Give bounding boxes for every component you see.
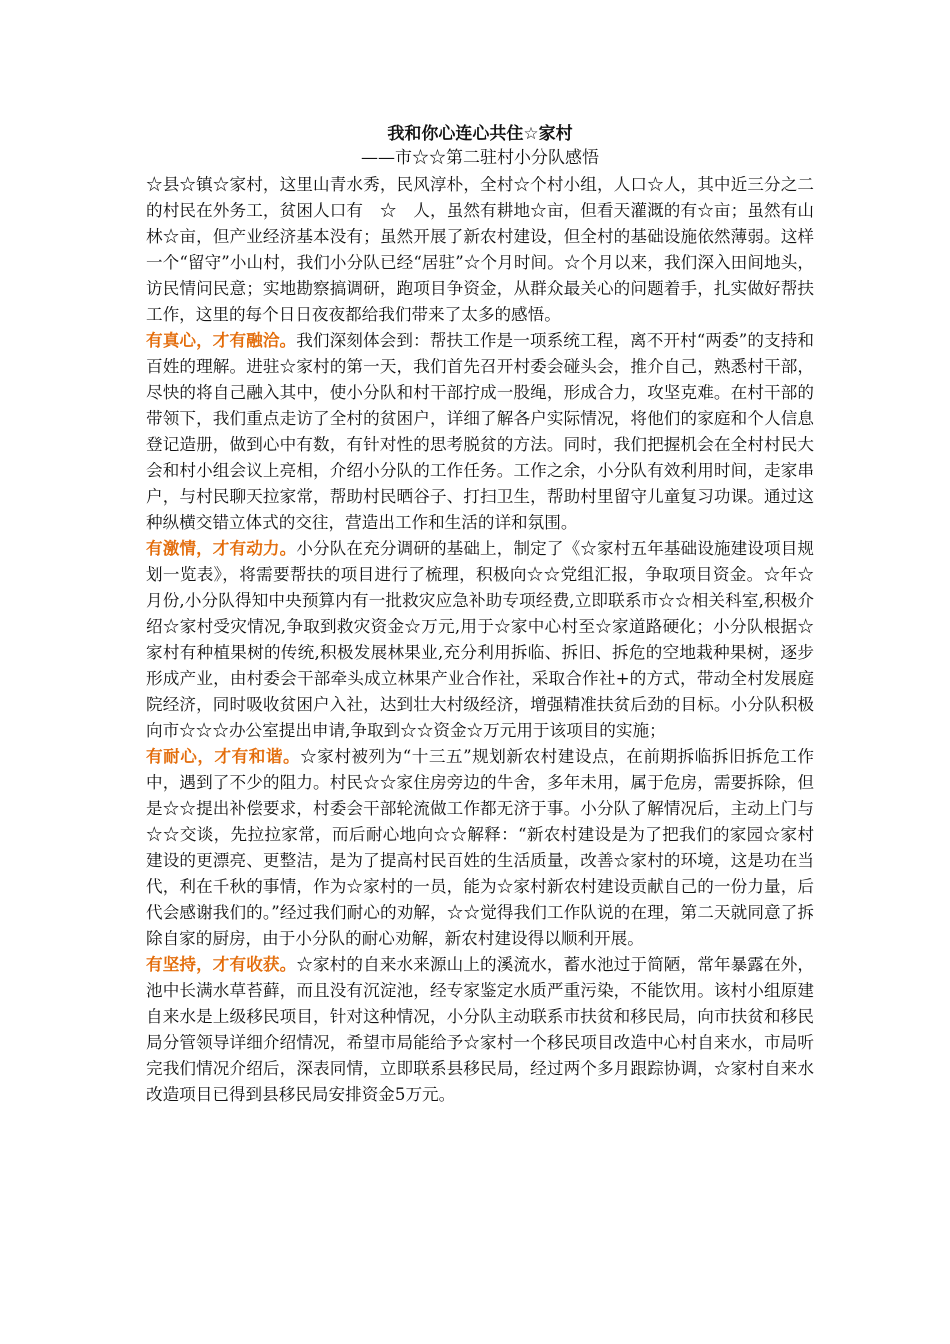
document-title: 我和你心连心共住☆家村 bbox=[387, 124, 573, 144]
section-body: 我们深刻体会到：帮扶工作是一项系统工程，离不开村“两委”的支持和百姓的理解。进驻☆家村的第一天，我们首先召开村委会碰头会，推介自己，熟悉村干部，尽快的将自己融入其中，使小分队和村干部拧成一股绳，形成合力，攻坚克难。在村干部的带领下，我们重点走访了全村的贫困户，详细了解各户实际情况，将他们的家庭和个人信息登记造册，做到心中有数，有针对性的思考脱贫的方法。同时，我们把握机会在全村村民大会和村小组会议上亮相，介绍小分队的工作任务。工作之余，小分队有效利用时间，走家串户，与村民聊天拉家常，帮助村民晒谷子、打扫卫生，帮助村里留守儿童复习功课。通过这种纵横交错立体式的交往，营造出工作和生活的详和氛围。 bbox=[146, 331, 814, 532]
section-heading: 有真心，才有融洽。 bbox=[146, 331, 297, 350]
section-patience bbox=[146, 744, 814, 952]
section-heading: 有坚持，才有收获。 bbox=[146, 955, 297, 974]
section-body: ☆家村的自来水来源山上的溪流水，蓄水池过于简陋，常年暴露在外，池中长满水草苔藓，而且没有沉淀池，经专家鉴定水质严重污染，不能饮用。该村小组原建自来水是上级移民项目，针对这种情况，小分队主动联系市扶贫和移民局，向市扶贫和移民局分管领导详细介绍情况，希望市局能给予☆家村一个移民项目改造中心村自来水，市局听完我们情况介绍后，深表同情，立即联系县移民局，经过两个多月跟踪协调，☆家村自来水改造项目已得到县移民局安排资金5万元。 bbox=[146, 955, 815, 1104]
section-body: ☆家村被列为“十三五”规划新农村建设点，在前期拆临拆旧拆危工作中，遇到了不少的阻力。村民☆☆家住房旁边的牛舍，多年未用，属于危房，需要拆除，但是☆☆提出补偿要求，村委会干部轮流做工作都无济于事。小分队了解情况后，主动上门与☆☆交谈，先拉拉家常，而后耐心地向☆☆解释：“新农村建设是为了把我们的家园☆家村建设的更漂亮、更整洁，是为了提高村民百姓的生活质量，改善☆家村的环境，这是功在当代，利在千秋的事情，作为☆家村的一员，能为☆家村新农村建设贡献自己的一份力量，后代会感谢我们的。”经过我们耐心的劝解，☆☆觉得我们工作队说的在理，第二天就同意了拆除自家的厨房，由于小分队的耐心劝解，新农村建设得以顺利开展。 bbox=[146, 747, 815, 948]
section-sincerity bbox=[146, 328, 814, 536]
section-persistence bbox=[146, 952, 814, 1108]
document-page bbox=[146, 122, 814, 1108]
section-passion bbox=[146, 536, 814, 744]
section-heading: 有耐心，才有和谐。 bbox=[146, 747, 301, 766]
document-subtitle: ——市☆☆第二驻村小分队感悟 bbox=[361, 148, 599, 168]
section-body: 小分队在充分调研的基础上，制定了《☆家村五年基础设施建设项目规划一览表》，将需要帮扶的项目进行了梳理，积极向☆☆党组汇报，争取项目资金。☆年☆月份,小分队得知中央预算内有一批救灾应急补助专项经费,立即联系市☆☆相关科室,积极介绍☆家村受灾情况,争取到救灾资金☆万元,用于☆家中心村至☆家道路硬化；小分队根据☆家村有种植果树的传统,积极发展林果业,充分利用拆临、拆旧、拆危的空地栽种果树，逐步形成产业，由村委会干部牵头成立林果产业合作社，采取合作社+的方式，带动全村发展庭院经济，同时吸收贫困户入社，达到壮大村级经济，增强精准扶贫后劲的目标。小分队积极向市☆☆☆办公室提出申请,争取到☆☆资金☆万元用于该项目的实施； bbox=[146, 539, 815, 740]
section-heading: 有激情，才有动力。 bbox=[146, 539, 297, 558]
intro-paragraph: ☆县☆镇☆家村，这里山青水秀，民风淳朴，全村☆个村小组，人口☆人，其中近三分之二的村民在外务工，贫困人口有 ☆ 人，虽然有耕地☆亩，但看天灌溉的有☆亩；虽然有山林☆亩，但产业经济基本没有；虽然开展了新农村建设，但全村的基础设施依然薄弱。这样一个“留守”小山村，我们小分队已经“居驻”☆个月时间。☆个月以来，我们深入田间地头，访民情问民意；实地勘察搞调研，跑项目争资金，从群众最关心的问题着手，扎实做好帮扶工作，这里的每个日日夜夜都给我们带来了太多的感悟。 bbox=[146, 175, 814, 324]
